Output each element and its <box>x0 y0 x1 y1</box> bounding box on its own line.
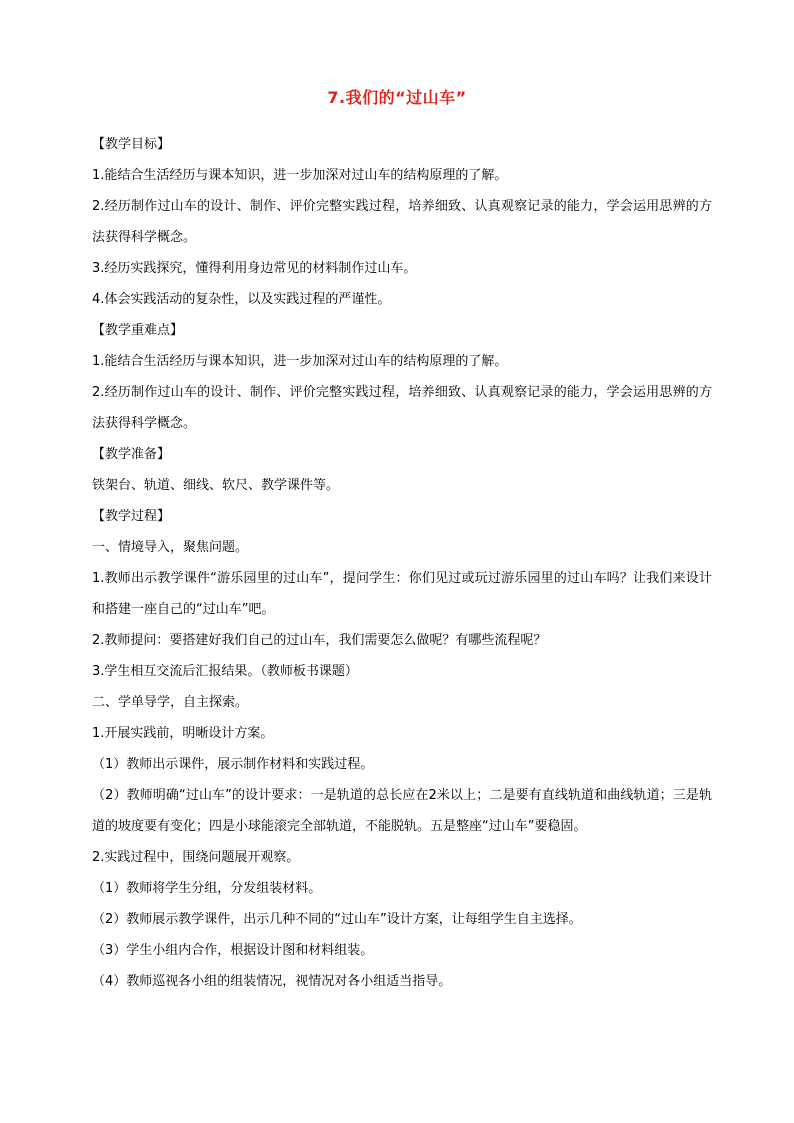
paragraph: 3.经历实践探究，懂得利用身边常见的材料制作过山车。 <box>92 261 417 276</box>
section-heading-key-points: 【教学重难点】 <box>92 323 184 338</box>
paragraph: （1）教师将学生分组，分发组装材料。 <box>92 881 322 896</box>
paragraph: 1.开展实践前，明晰设计方案。 <box>92 726 274 741</box>
paragraph: 2.经历制作过山车的设计、制作、评价完整实践过程，培养细致、认真观察记录的能力，学会运用思辨的方法获得科学概念。 <box>92 385 712 431</box>
paragraph: 2.实践过程中，围绕问题展开观察。 <box>92 850 300 865</box>
paragraph: 2.经历制作过山车的设计、制作、评价完整实践过程，培养细致、认真观察记录的能力，学会运用思辨的方法获得科学概念。 <box>92 199 712 245</box>
paragraph: （2）教师展示教学课件，出示几种不同的“过山车”设计方案，让每组学生自主选择。 <box>92 912 582 927</box>
document-body <box>92 129 712 997</box>
paragraph: 1.教师出示教学课件“游乐园里的过山车”，提问学生：你们见过或玩过游乐园里的过山车吗？让我们来设计和搭建一座自己的“过山车”吧。 <box>92 571 712 617</box>
paragraph: 1.能结合生活经历与课本知识，进一步加深对过山车的结构原理的了解。 <box>92 354 508 369</box>
paragraph: 4.体会实践活动的复杂性，以及实践过程的严谨性。 <box>92 292 391 307</box>
section-heading-preparation: 【教学准备】 <box>92 447 171 462</box>
paragraph: 一、情境导入，聚焦问题。 <box>92 540 249 555</box>
paragraph: （3）学生小组内合作，根据设计图和材料组装。 <box>92 943 374 958</box>
paragraph: （4）教师巡视各小组的组装情况，视情况对各小组适当指导。 <box>92 974 452 989</box>
paragraph: 3.学生相互交流后汇报结果。（教师板书课题） <box>92 664 358 679</box>
paragraph: （1）教师出示课件，展示制作材料和实践过程。 <box>92 757 374 772</box>
paragraph: 铁架台、轨道、细线、软尺、教学课件等。 <box>92 478 340 493</box>
section-heading-process: 【教学过程】 <box>92 509 171 524</box>
section-heading-objectives: 【教学目标】 <box>92 137 171 152</box>
document-title: 7.我们的“过山车” <box>327 88 467 107</box>
paragraph: （2）教师明确“过山车”的设计要求：一是轨道的总长应在2米以上；二是要有直线轨道和曲线轨道；三是轨道的坡度要有变化；四是小球能滚完全部轨道，不能脱轨。五是整座“过山车”要稳固。 <box>92 788 712 834</box>
paragraph: 2.教师提问：要搭建好我们自己的过山车，我们需要怎么做呢？有哪些流程呢？ <box>92 633 547 648</box>
paragraph: 二、学单导学，自主探索。 <box>92 695 249 710</box>
paragraph: 1.能结合生活经历与课本知识，进一步加深对过山车的结构原理的了解。 <box>92 168 508 183</box>
